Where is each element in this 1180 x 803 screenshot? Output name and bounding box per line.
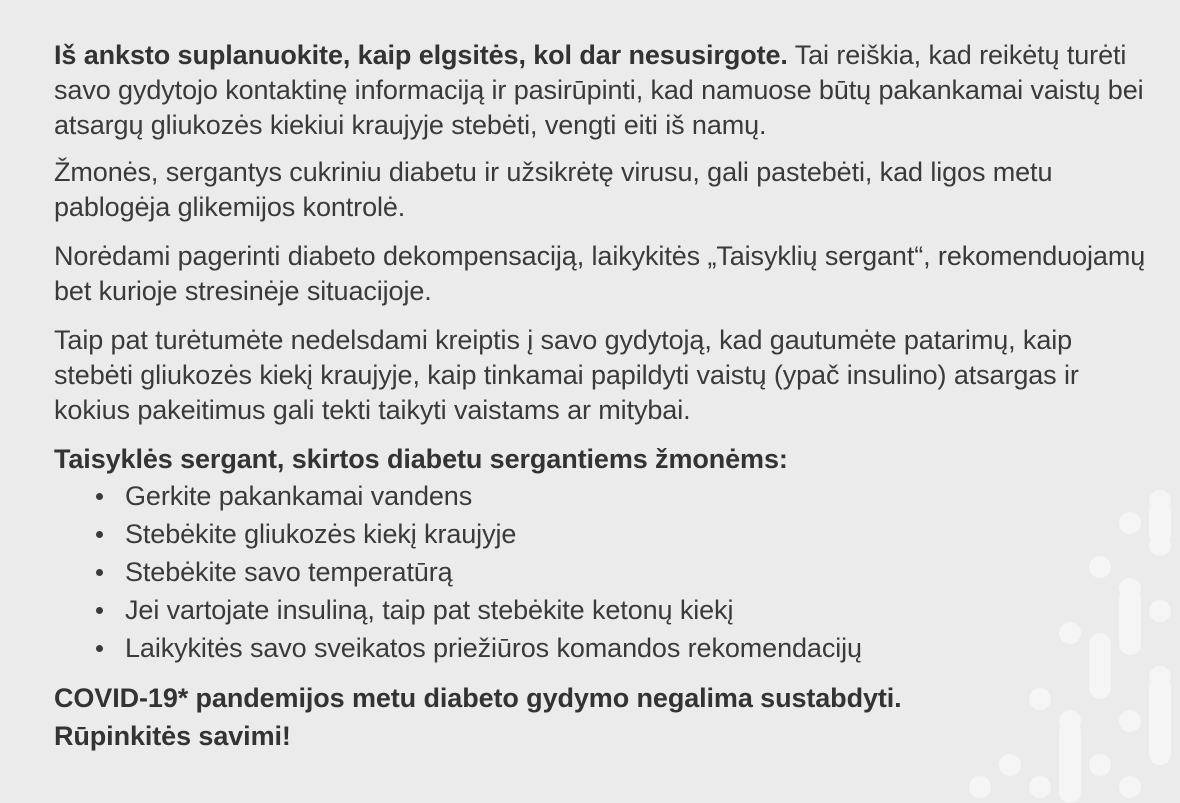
paragraph-plan-ahead bbox=[54, 38, 1154, 143]
paragraph-glycemic-control: Žmonės, sergantys cukriniu diabetu ir užsikrėtę virusu, gali pastebėti, kad ligos metu pablogėja glikemijos kontrolė. bbox=[54, 157, 1053, 222]
bullet-icon bbox=[96, 607, 103, 614]
list-item-text: Jei vartojate insuliną, taip pat stebėkite ketonų kiekį bbox=[125, 595, 734, 625]
rules-list bbox=[54, 477, 1154, 667]
paragraph-lead-bold: Iš anksto suplanuokite, kaip elgsitės, kol dar nesusirgote. bbox=[54, 40, 788, 70]
bullet-icon bbox=[96, 645, 103, 652]
closing-statement bbox=[54, 679, 1154, 755]
closing-line-2: Rūpinkitės savimi! bbox=[54, 721, 291, 751]
closing-line-1: COVID-19* pandemijos metu diabeto gydymo negalima sustabdyti. bbox=[54, 683, 902, 713]
rules-heading: Taisyklės sergant, skirtos diabetu sergantiems žmonėms: bbox=[54, 444, 788, 474]
bullet-icon bbox=[96, 569, 103, 576]
list-item-text: Laikykitės savo sveikatos priežiūros komandos rekomendacijų bbox=[125, 633, 862, 663]
list-item-text: Gerkite pakankamai vandens bbox=[125, 481, 473, 511]
list-item-text: Stebėkite gliukozės kiekį kraujyje bbox=[125, 519, 517, 549]
bullet-icon bbox=[96, 493, 103, 500]
paragraph-lead-rest: Tai reiškia, kad reikėtų turėti savo gydytojo kontaktinę informaciją ir pasirūpinti, kad namuose būtų pakankamai vaistų bei atsargų gliukozės kiekiui kraujyje stebėti, vengti eiti iš namų. bbox=[54, 40, 1144, 140]
list-item bbox=[54, 515, 1154, 553]
list-item bbox=[54, 553, 1154, 591]
list-item bbox=[54, 591, 1154, 629]
paragraph-sick-day-rules: Norėdami pagerinti diabeto dekompensaciją, laikykitės „Taisyklių sergant“, rekomenduojamų bet kurioje stresinėje situacijoje. bbox=[54, 241, 1146, 306]
list-item bbox=[54, 629, 1154, 667]
list-item-text: Stebėkite savo temperatūrą bbox=[125, 557, 453, 587]
document-body bbox=[54, 38, 1154, 755]
paragraph-contact-doctor: Taip pat turėtumėte nedelsdami kreiptis į savo gydytoją, kad gautumėte patarimų, kaip stebėti gliukozės kiekį kraujyje, kaip tinkamai papildyti vaistų (ypač insulino) atsargas ir kokius pakeitimus gali tekti taikyti vaistams ar mitybai. bbox=[54, 325, 1079, 425]
bullet-icon bbox=[96, 531, 103, 538]
list-item bbox=[54, 477, 1154, 515]
